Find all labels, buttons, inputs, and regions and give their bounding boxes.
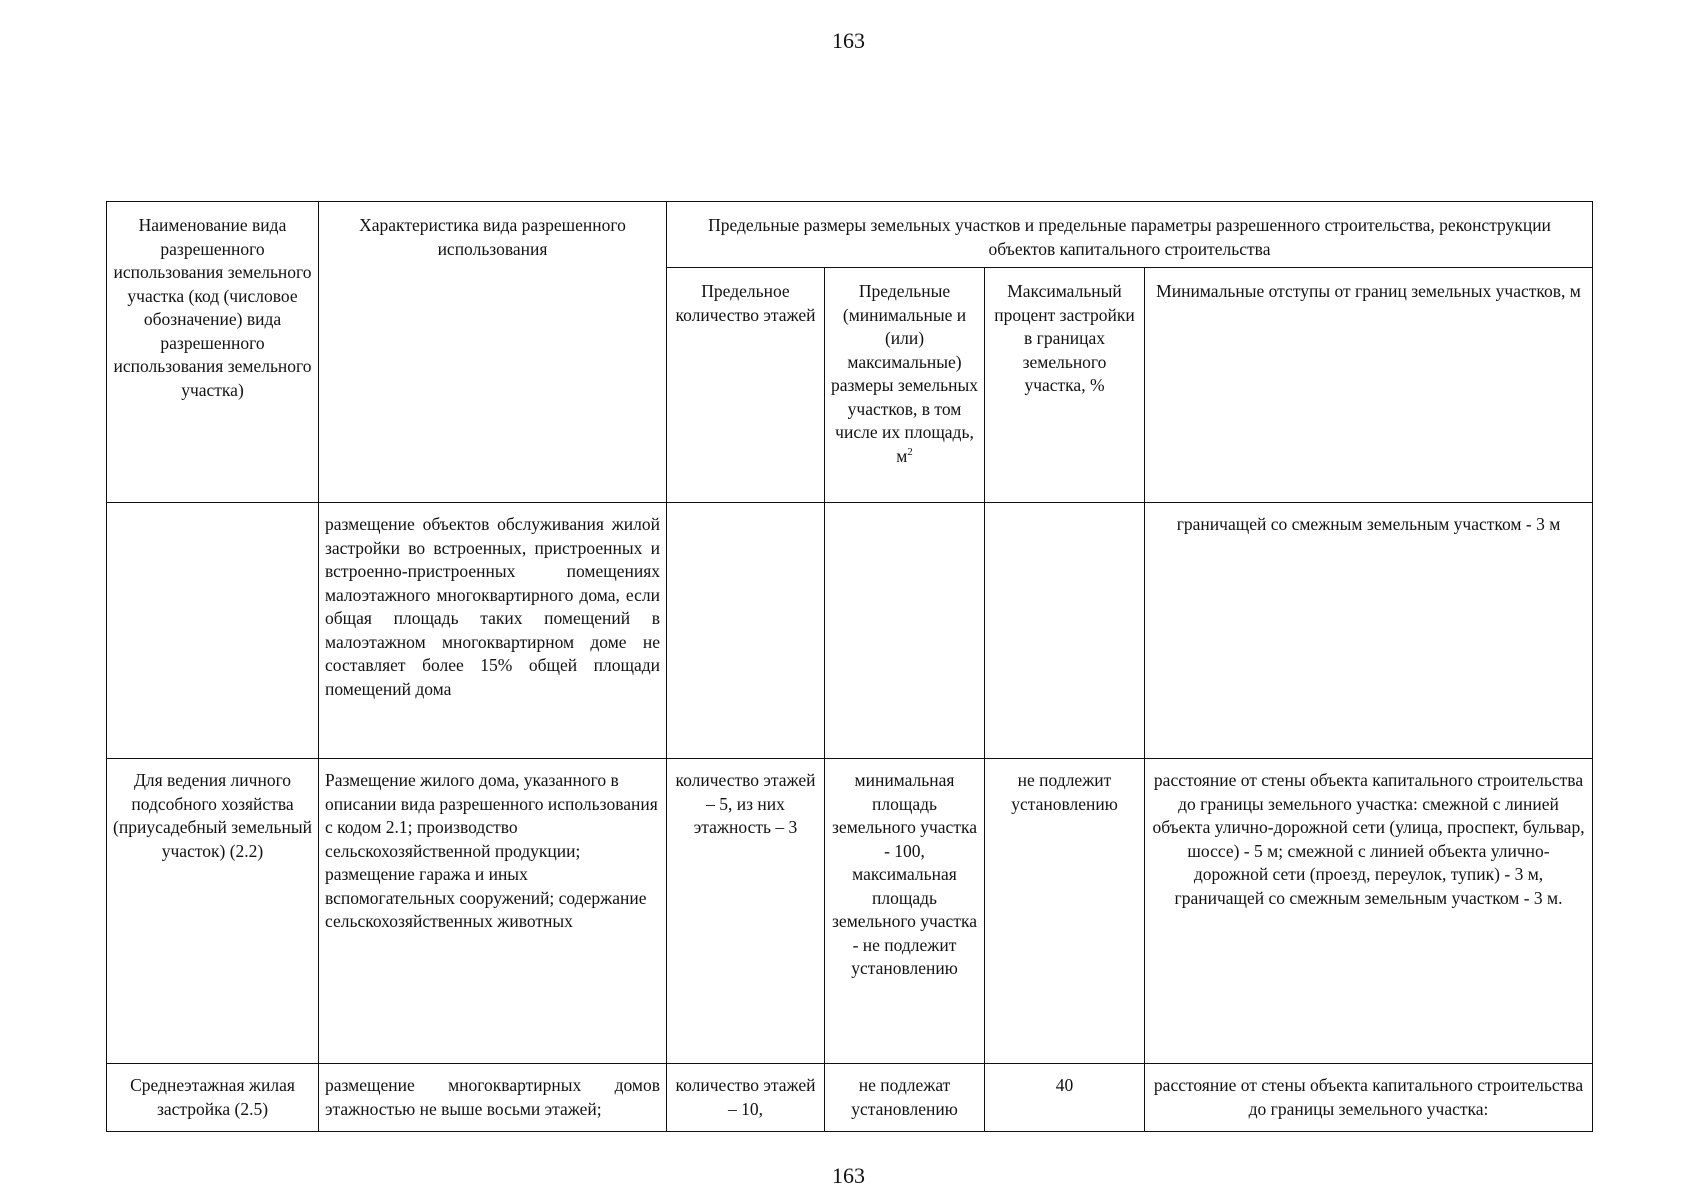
header-limits-group: Предельные размеры земельных участков и предельные параметры разрешенного строительства, реконструкции объектов капитального строительства [667, 202, 1593, 268]
header-land-use-name: Наименование вида разрешенного использования земельного участка (код (числовое обозначение) вида разрешенного использования земельного участка) [107, 202, 319, 503]
header-plot-size-sup: 2 [907, 445, 913, 458]
table-row [107, 1064, 1593, 1132]
cell-setbacks: граничащей со смежным земельным участком - 3 м [1145, 503, 1593, 759]
land-use-table [106, 201, 1593, 1132]
cell-setbacks: расстояние от стены объекта капитального строительства до границы земельного участка: смежной с линией объекта улично-дорожной сети (улица, проспект, бульвар, шоссе) - 5 м; смежной с линией объекта улично-дорожной сети (проезд, переулок, тупик) - 3 м, граничащей со смежным земельным участком - 3 м. [1145, 759, 1593, 1064]
cell-coverage [985, 503, 1145, 759]
header-setbacks: Минимальные отступы от границ земельных участков, м [1145, 268, 1593, 503]
cell-floors: количество этажей – 10, [667, 1064, 825, 1132]
cell-name: Для ведения личного подсобного хозяйства (приусадебный земельный участок) (2.2) [107, 759, 319, 1064]
header-characteristic: Характеристика вида разрешенного использования [319, 202, 667, 503]
header-plot-size-text: Предельные (минимальные и (или) максимальные) размеры земельных участков, в том числе их площадь, м [831, 281, 979, 466]
cell-name: Среднеэтажная жилая застройка (2.5) [107, 1064, 319, 1132]
cell-floors: количество этажей – 5, из них этажность – 3 [667, 759, 825, 1064]
header-coverage: Максимальный процент застройки в границах земельного участка, % [985, 268, 1145, 503]
cell-floors [667, 503, 825, 759]
page-number-top: 163 [832, 28, 865, 53]
cell-setbacks: расстояние от стены объекта капитального строительства до границы земельного участка: [1145, 1064, 1593, 1132]
table-row [107, 759, 1593, 1064]
header-floors: Предельное количество этажей [667, 268, 825, 503]
page-number-bottom: 163 [832, 1163, 865, 1188]
cell-characteristic: Размещение жилого дома, указанного в описании вида разрешенного использования с кодом 2.1; производство сельскохозяйственной продукции; размещение гаража и иных вспомогательных сооружений; содержание сельскохозяйственных животных [319, 759, 667, 1064]
header-row-1 [107, 202, 1593, 268]
cell-plot-size [825, 503, 985, 759]
cell-plot-size: не подлежат установлению [825, 1064, 985, 1132]
table-row [107, 503, 1593, 759]
cell-characteristic: размещение многоквартирных домов этажностью не выше восьми этажей; [319, 1064, 667, 1132]
cell-name [107, 503, 319, 759]
header-plot-size [825, 268, 985, 503]
cell-characteristic: размещение объектов обслуживания жилой застройки во встроенных, пристроенных и встроенно-пристроенных помещениях малоэтажного многоквартирного дома, если общая площадь таких помещений в малоэтажном многоквартирном доме не составляет более 15% общей площади помещений дома [319, 503, 667, 759]
cell-plot-size: минимальная площадь земельного участка - 100, максимальная площадь земельного участка - не подлежит установлению [825, 759, 985, 1064]
cell-coverage: не подлежит установлению [985, 759, 1145, 1064]
cell-coverage: 40 [985, 1064, 1145, 1132]
